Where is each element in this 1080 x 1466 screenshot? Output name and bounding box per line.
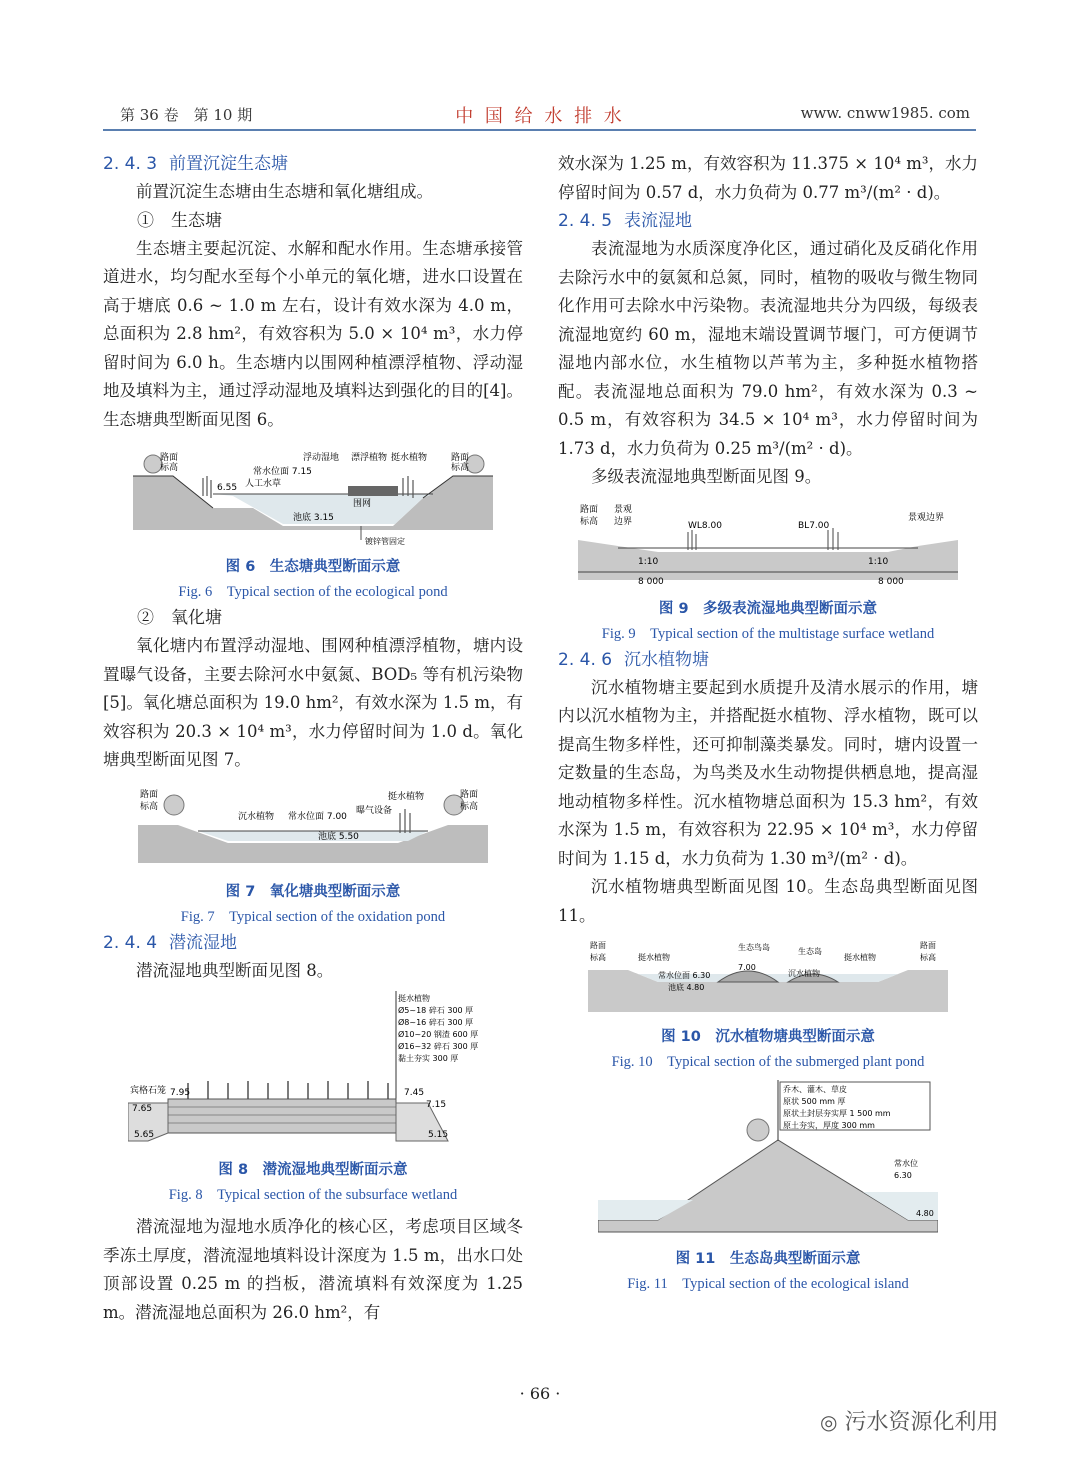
svg-text:浮动湿地: 浮动湿地 [303, 453, 340, 463]
svg-text:标高: 标高 [590, 953, 606, 962]
svg-text:原状 500 mm 厚: 原状 500 mm 厚 [783, 1097, 846, 1106]
svg-text:5.15: 5.15 [428, 1130, 449, 1140]
page-number: · 66 · [519, 1384, 561, 1403]
journal-issue: 第 36 卷 第 10 期 [120, 106, 253, 124]
svg-text:池底 4.80: 池底 4.80 [668, 983, 705, 992]
figure-11-caption-en: Fig. 11 Typical section of the ecological island [627, 1276, 909, 1292]
svg-text:标高: 标高 [140, 801, 159, 812]
svg-text:8 000: 8 000 [638, 576, 664, 587]
svg-text:景观边界: 景观边界 [908, 512, 945, 523]
figure-10-diagram [588, 938, 948, 1018]
subheading-eco-pond: ① 生态塘 [137, 210, 222, 231]
figure-11-diagram [598, 1080, 938, 1240]
svg-text:常水位面 7.00: 常水位面 7.00 [288, 811, 347, 822]
svg-text:标高: 标高 [580, 516, 599, 527]
figure-10-caption-cn: 图 10 沉水植物塘典型断面示意 [661, 1029, 875, 1045]
journal-website[interactable]: www. cnww1985. com [800, 104, 970, 122]
figure-9-diagram [578, 500, 958, 590]
paragraph: 沉水植物塘主要起到水质提升及清水展示的作用，塘内以沉水植物为主，并搭配挺水植物、浮水植物，既可以提高生物多样性，还可抑制藻类暴发。同时，塘内设置一定数量的生态岛，为鸟类及水生动物提供栖息地，提高湿地动植物多样性。沉水植物塘总面积为 15.3 hm²，有效水深为 1.5 m，有效容积为 22.95 × 10⁴ m³，水力停留时间为 1.15 d，水力负荷为 1.30 m³/(m² · d)。 [558, 677, 978, 868]
figure-8-caption-en: Fig. 8 Typical section of the subsurface wetland [168, 1187, 458, 1203]
svg-text:6.55: 6.55 [217, 483, 238, 493]
paragraph: 前置沉淀生态塘由生态塘和氧化塘组成。 [136, 182, 433, 201]
section-heading-2-4-5: 2. 4. 5 表流湿地 [558, 211, 692, 231]
paragraph-continued: 效水深为 1.25 m，有效容积为 11.375 × 10⁴ m³，水力停留时间为 0.57 d，水力负荷为 0.77 m³/(m² · d)。 [558, 154, 978, 202]
svg-text:生态岛: 生态岛 [798, 947, 822, 956]
svg-text:BL7.00: BL7.00 [798, 520, 830, 531]
svg-text:6.30: 6.30 [894, 1171, 912, 1180]
svg-text:边界: 边界 [614, 516, 633, 527]
svg-text:沉水植物: 沉水植物 [238, 811, 275, 822]
svg-text:路面: 路面 [451, 453, 470, 463]
svg-text:1:10: 1:10 [638, 556, 659, 567]
svg-text:4.80: 4.80 [916, 1209, 934, 1218]
svg-text:漂浮植物: 漂浮植物 [351, 453, 388, 463]
svg-text:乔木、灌木、草皮: 乔木、灌木、草皮 [783, 1085, 847, 1094]
figure-7-caption-cn: 图 7 氧化塘典型断面示意 [225, 883, 401, 900]
figure-8 [128, 991, 498, 1151]
svg-text:Ø10~20 钢渣 600 厚: Ø10~20 钢渣 600 厚 [398, 1030, 479, 1039]
svg-text:标高: 标高 [460, 801, 479, 812]
right-column [558, 150, 978, 1296]
wechat-icon: ◎ [820, 1410, 838, 1434]
svg-text:路面: 路面 [580, 504, 599, 515]
svg-text:原土夯实，厚度 300 mm: 原土夯实，厚度 300 mm [783, 1121, 875, 1130]
svg-text:挺水植物: 挺水植物 [388, 791, 425, 802]
header-rule [103, 129, 976, 131]
svg-text:Ø5~18 碎石 300 厚: Ø5~18 碎石 300 厚 [398, 1006, 474, 1015]
paragraph: 生态塘主要起沉淀、水解和配水作用。生态塘承接管道进水，均匀配水至每个小单元的氧化塘，进水口设置在高于塘底 0.6 ~ 1.0 m 左右，设计有效水深为 4.0 m，总面积为 2.8 hm²，有效容积为 5.0 × 10⁴ m³，水力停留时间为 6.0 h。生态塘内以围网种植漂浮植物、浮动湿地及填料为主，通过浮动湿地及填料达到强化的目的[4]。生态塘典型断面见图 6。 [103, 238, 523, 429]
svg-text:原状土封层夯实厚 1 500 mm: 原状土封层夯实厚 1 500 mm [783, 1109, 891, 1118]
svg-text:标高: 标高 [160, 463, 179, 473]
figure-8-diagram [128, 991, 498, 1151]
svg-text:镀锌管固定: 镀锌管固定 [365, 537, 405, 546]
svg-text:挺水植物: 挺水植物 [391, 453, 428, 463]
svg-text:7.65: 7.65 [132, 1104, 153, 1114]
figure-6-caption-en: Fig. 6 Typical section of the ecological pond [178, 584, 448, 600]
section-heading-2-4-6: 2. 4. 6 沉水植物塘 [558, 649, 709, 670]
figure-7-diagram [138, 783, 488, 873]
svg-text:7.15: 7.15 [426, 1100, 447, 1110]
svg-text:挺水植物: 挺水植物 [844, 953, 876, 962]
figure-6 [133, 448, 493, 548]
figure-7 [138, 783, 488, 873]
svg-text:常水位面 6.30: 常水位面 6.30 [658, 971, 711, 980]
svg-text:池底 3.15: 池底 3.15 [293, 513, 334, 523]
svg-text:路面: 路面 [460, 789, 479, 800]
svg-text:景观: 景观 [614, 504, 633, 515]
figure-8-caption-cn: 图 8 潜流湿地典型断面示意 [218, 1162, 408, 1178]
subheading-oxidation-pond: ② 氧化塘 [137, 608, 222, 628]
svg-text:1:10: 1:10 [868, 556, 889, 567]
paragraph: 表流湿地为水质深度净化区，通过硝化及反硝化作用去除污水中的氨氮和总氮，同时，植物的吸收与微生物同化作用可去除水中污染物。表流湿地共分为四级，每级表流湿地宽约 60 m，湿地末端设置调节堰门，可方便调节湿地内部水位，水生植物以芦苇为主，多种挺水植物搭配。表流湿地总面积为 79.0 hm²，有效水深为 0.3 ~ 0.5 m，有效容积为 34.5 × 10⁴ m³，水力停留时间为 1.73 d，水力负荷为 0.25 m³/(m² · d)。 [558, 239, 978, 458]
figure-7-caption-en: Fig. 7 Typical section of the oxidation pond [180, 908, 446, 925]
svg-text:路面: 路面 [920, 941, 936, 950]
svg-text:路面: 路面 [160, 453, 179, 463]
svg-text:常水位: 常水位 [894, 1159, 918, 1168]
svg-text:沉水植物: 沉水植物 [788, 969, 820, 978]
figure-9-caption-cn: 图 9 多级表流湿地典型断面示意 [658, 600, 878, 617]
figure-11-caption-cn: 图 11 生态岛典型断面示意 [675, 1251, 861, 1267]
svg-text:8 000: 8 000 [878, 576, 904, 587]
paragraph: 潜流湿地典型断面见图 8。 [136, 960, 334, 980]
svg-text:曝气设备: 曝气设备 [356, 805, 393, 816]
paragraph: 氧化塘内布置浮动湿地、围网种植漂浮植物，塘内设置曝气设备，主要去除河水中氨氮、BOD₅ 等有机污染物[5]。氧化塘总面积为 19.0 hm²，有效水深为 1.5 m，有效容积为 20.3 × 10⁴ m³，水力停留时间为 1.0 d。氧化塘典型断面见图 7。 [103, 636, 523, 769]
svg-text:黏土夯实 300 厚: 黏土夯实 300 厚 [398, 1054, 459, 1063]
svg-text:池底 5.50: 池底 5.50 [318, 831, 359, 842]
svg-text:挺水植物: 挺水植物 [638, 953, 670, 962]
figure-11 [598, 1080, 938, 1240]
watermark: ◎ 污水资源化利用 [820, 1410, 999, 1435]
section-heading-2-4-4: 2. 4. 4 潜流湿地 [103, 932, 237, 953]
svg-text:生态鸟岛: 生态鸟岛 [738, 943, 770, 952]
svg-text:宾格石笼: 宾格石笼 [130, 1086, 167, 1096]
svg-text:标高: 标高 [920, 953, 936, 962]
figure-6-caption-cn: 图 6 生态塘典型断面示意 [225, 559, 401, 575]
figure-9-caption-en: Fig. 9 Typical section of the multistage surface wetland [601, 625, 935, 642]
figure-10-caption-en: Fig. 10 Typical section of the submerged plant pond [611, 1054, 925, 1070]
journal-title: 中 国 给 水 排 水 [455, 106, 625, 127]
svg-text:常水位面 7.15: 常水位面 7.15 [253, 467, 312, 477]
figure-6-diagram [133, 448, 493, 548]
svg-text:挺水植物: 挺水植物 [398, 994, 430, 1003]
svg-text:人工水草: 人工水草 [245, 479, 282, 489]
svg-text:围网: 围网 [353, 499, 372, 509]
svg-text:5.65: 5.65 [134, 1130, 155, 1140]
svg-text:7.45: 7.45 [404, 1088, 425, 1098]
paragraph: 多级表流湿地典型断面见图 9。 [591, 467, 822, 486]
svg-text:7.00: 7.00 [738, 963, 756, 972]
paragraph: 潜流湿地为湿地水质净化的核心区，考虑项目区域冬季冻土厚度，潜流湿地填料设计深度为 1.5 m，出水口处顶部设置 0.25 m 的挡板，潜流填料有效深度为 1.25 m。潜流湿地总面积为 26.0 hm²，有 [103, 1217, 523, 1322]
svg-text:路面: 路面 [590, 941, 606, 950]
svg-text:路面: 路面 [140, 789, 159, 800]
figure-9 [578, 500, 958, 590]
section-heading-2-4-3: 2. 4. 3 前置沉淀生态塘 [103, 154, 288, 174]
left-column [103, 150, 523, 1327]
svg-text:Ø8~16 碎石 300 厚: Ø8~16 碎石 300 厚 [398, 1018, 474, 1027]
svg-text:7.95: 7.95 [170, 1088, 191, 1098]
paragraph: 沉水植物塘典型断面见图 10。生态岛典型断面见图 11。 [558, 877, 978, 925]
svg-text:WL8.00: WL8.00 [688, 520, 722, 531]
svg-text:Ø16~32 碎石 300 厚: Ø16~32 碎石 300 厚 [398, 1042, 479, 1051]
svg-text:标高: 标高 [451, 463, 470, 473]
figure-10 [588, 938, 948, 1018]
